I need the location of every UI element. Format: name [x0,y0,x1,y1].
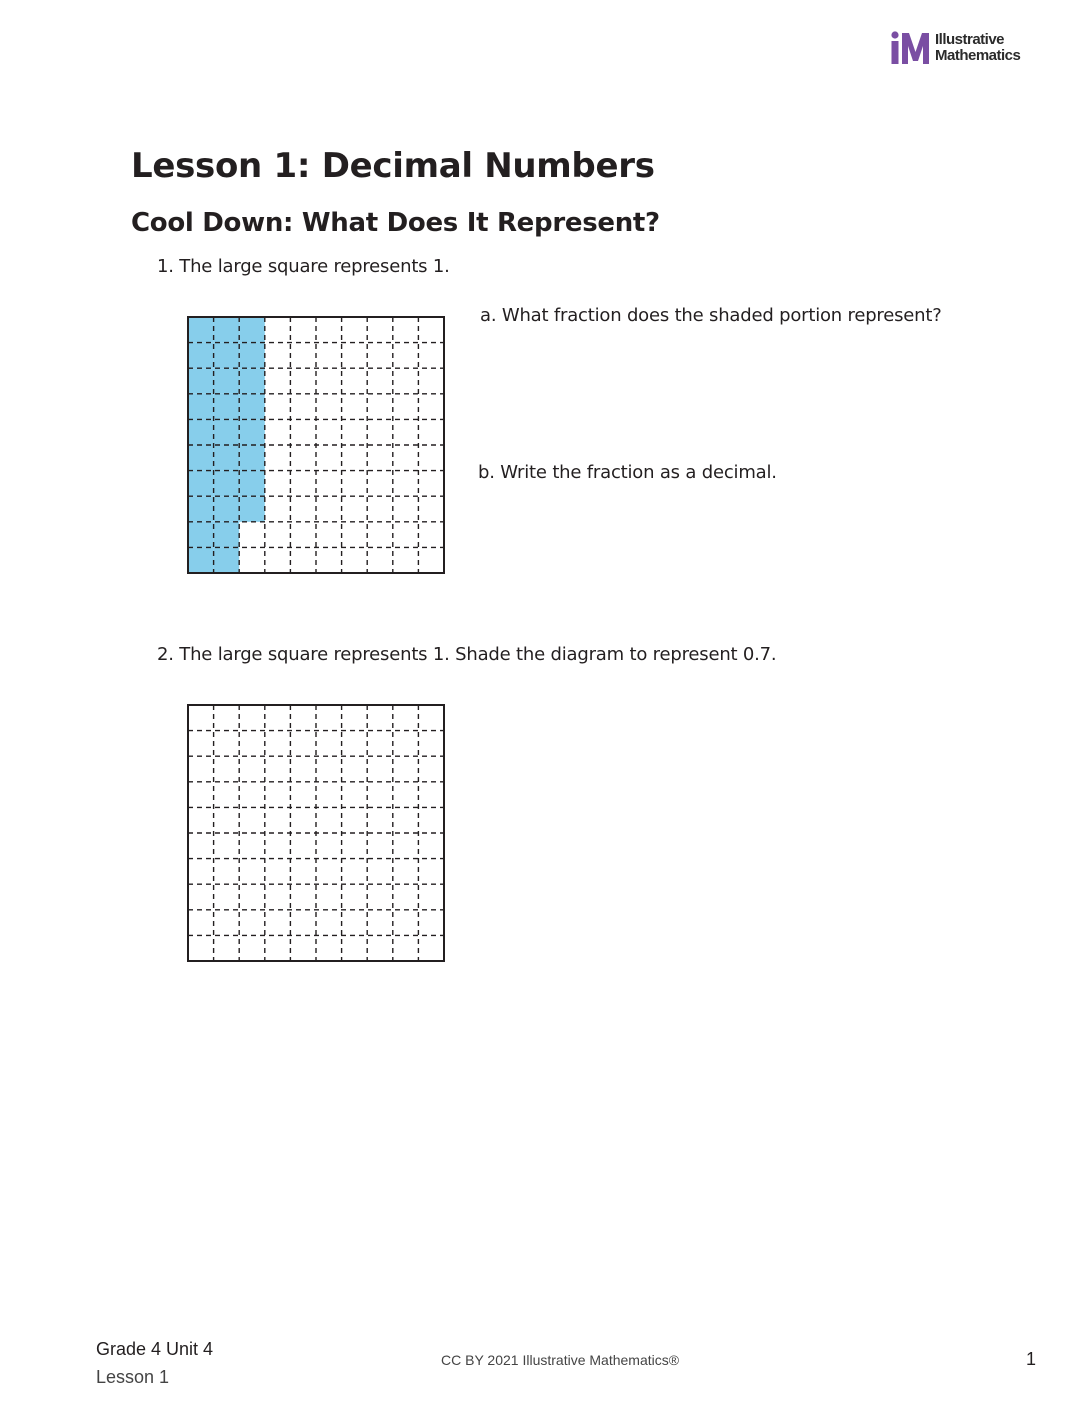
logo-text-line2: Mathematics [935,47,1021,64]
footer-lesson: Lesson 1 [96,1367,170,1387]
shaded-cell [214,547,240,573]
page-title: Lesson 1: Decimal Numbers [131,146,655,186]
shaded-cell [239,496,265,522]
shaded-cell [214,368,240,394]
footer-copyright: CC BY 2021 Illustrative Mathematics® [441,1352,680,1368]
question-1-prompt: 1. The large square represents 1. [157,256,450,277]
shaded-cell [239,368,265,394]
footer-unit-info [96,1335,213,1391]
shaded-cell [188,317,214,343]
shaded-cell [188,547,214,573]
shaded-cell [214,394,240,420]
question-1b-prompt: b. Write the fraction as a decimal. [478,462,777,483]
shaded-cell [214,419,240,445]
shaded-cell [188,419,214,445]
shaded-cell [188,471,214,497]
question-2-prompt: 2. The large square represents 1. Shade the diagram to represent 0.7. [157,644,777,665]
shaded-cell [188,522,214,548]
shaded-cell [214,445,240,471]
shaded-cell [188,343,214,369]
shaded-cell [214,471,240,497]
shaded-cell [188,496,214,522]
shaded-cell [239,317,265,343]
hundred-grid-question-1 [186,315,446,575]
shaded-cell [239,343,265,369]
question-1a-prompt: a. What fraction does the shaded portion represent? [480,305,942,326]
shaded-cell [188,394,214,420]
shaded-cell [188,445,214,471]
shaded-cell [214,317,240,343]
page-subtitle: Cool Down: What Does It Represent? [131,208,660,238]
shaded-cell [239,419,265,445]
hundred-grid-question-2[interactable] [186,703,446,963]
logo-text-line1: Illustrative [935,31,1005,48]
shaded-cell [214,522,240,548]
footer-unit: Grade 4 Unit 4 [96,1339,214,1359]
page-number: 1 [1026,1349,1037,1369]
shaded-cell [214,496,240,522]
shaded-cell [239,445,265,471]
shaded-cell [239,471,265,497]
shaded-cell [188,368,214,394]
shaded-cell [239,394,265,420]
im-logo-icon [889,31,931,65]
shaded-cell [214,343,240,369]
